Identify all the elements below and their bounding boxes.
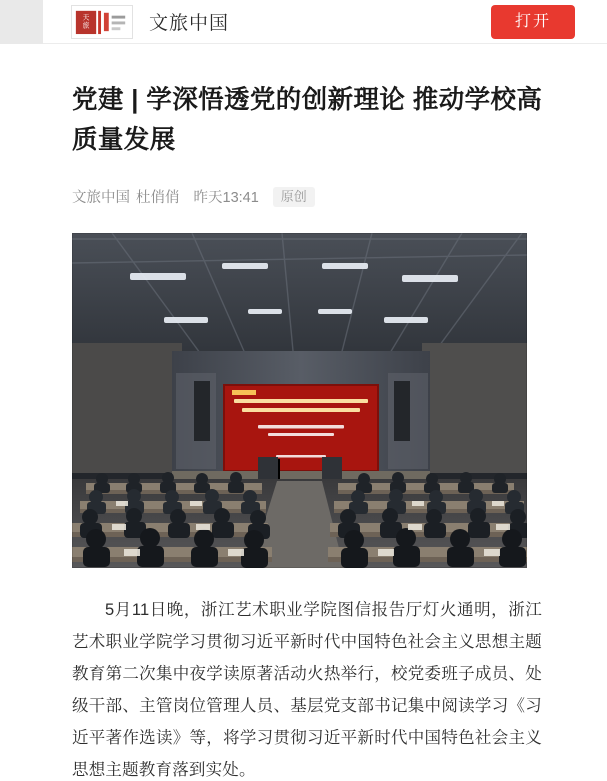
article-container: [0, 44, 607, 781]
lecture-hall-illustration: [72, 233, 527, 568]
article-paragraph-1: 5月11日晚，浙江艺术职业学院图信报告厅灯火通明，浙江艺术职业学院学习贯彻习近平新时代中国特色社会主义思想主题教育第二次集中夜学读原著活动火热举行，校党委班子成员、处级干部、主管岗位管理人员、基层党支部书记集中阅读学习《习近平著作选读》等，将学习贯彻习近平新时代中国特色社会主义思想主题教育落到实处。: [72, 601, 542, 779]
open-button[interactable]: 打开: [491, 5, 575, 39]
svg-text:天: 天: [82, 14, 90, 22]
meta-timestamp: 昨天13:41: [193, 190, 259, 206]
article-title: 党建 | 学深悟透党的创新理论 推动学校高质量发展: [72, 86, 543, 154]
account-logo-icon: [72, 6, 132, 39]
article-body: [72, 594, 542, 781]
article-meta: [72, 186, 567, 207]
meta-source[interactable]: 文旅中国: [72, 190, 130, 206]
svg-text:旅: 旅: [82, 21, 90, 29]
account-header-bar: [43, 0, 607, 44]
meta-author: 杜俏俏: [136, 190, 180, 206]
account-name[interactable]: 文旅中国: [149, 13, 230, 34]
original-badge: 原创: [273, 187, 315, 207]
article-hero-image: [72, 233, 527, 568]
account-avatar[interactable]: [71, 5, 133, 39]
